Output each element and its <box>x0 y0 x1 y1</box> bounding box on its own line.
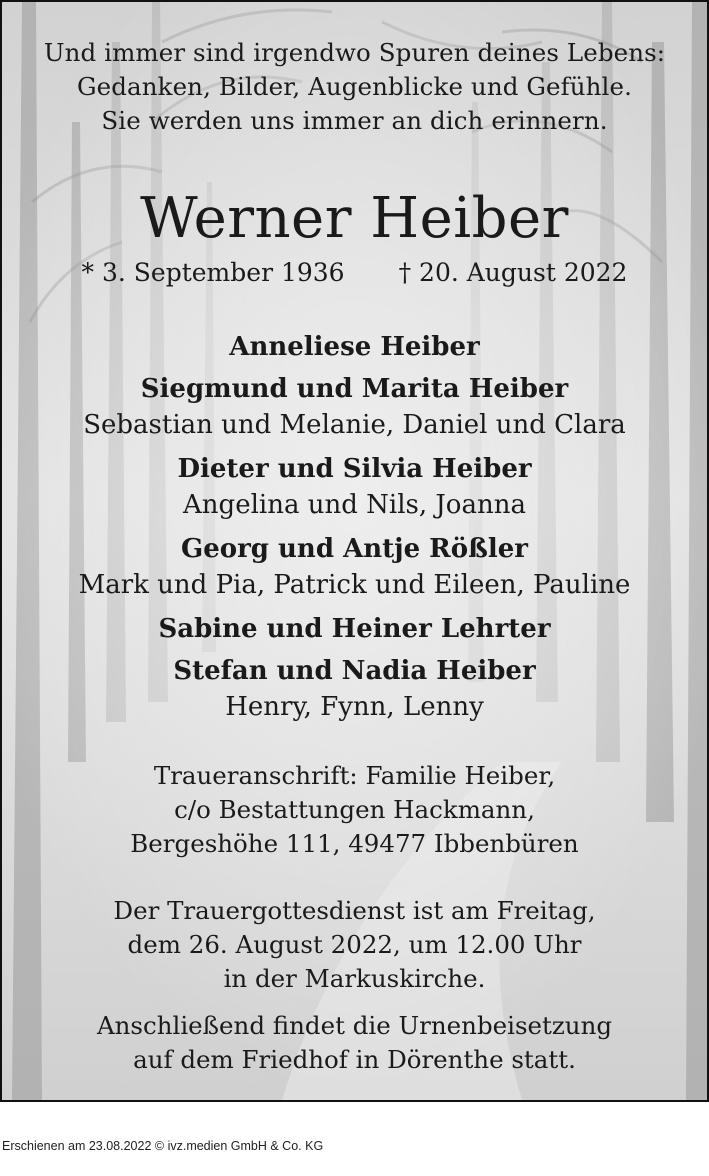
deceased-name: Werner Heiber <box>140 186 569 251</box>
burial-line-1: Anschließend findet die Urnenbeisetzung <box>96 1011 613 1040</box>
mourner-line: Angelina und Nils, Joanna <box>183 490 526 520</box>
notice-content <box>2 2 707 1100</box>
poem-line-1: Und immer sind irgendwo Spuren deines Lebens: <box>43 38 666 67</box>
mourner-line: Sabine und Heiner Lehrter <box>158 614 551 644</box>
mourner-line: Stefan und Nadia Heiber <box>173 656 536 686</box>
burial-line-2: auf dem Friedhof in Dörenthe statt. <box>133 1045 576 1074</box>
poem-line-2: Gedanken, Bilder, Augenblicke und Gefühle. <box>77 72 632 101</box>
publication-footer: Erschienen am 23.08.2022 © ivz.medien GmbH & Co. KG <box>2 1139 324 1153</box>
life-dates <box>2 258 707 287</box>
mourner-line: Henry, Fynn, Lenny <box>225 692 484 722</box>
mourner-line: Sebastian und Melanie, Daniel und Clara <box>83 410 626 440</box>
address-line-1: Traueranschrift: Familie Heiber, <box>153 761 556 790</box>
address-line-2: c/o Bestattungen Hackmann, <box>174 795 535 824</box>
poem-line-3: Sie werden uns immer an dich erinnern. <box>101 106 608 135</box>
service-line-2: dem 26. August 2022, um 12.00 Uhr <box>127 930 582 959</box>
mourner-line: Dieter und Silvia Heiber <box>177 454 532 484</box>
mourner-line: Georg und Antje Rößler <box>181 534 528 564</box>
service-line-1: Der Trauergottesdienst ist am Freitag, <box>113 896 596 925</box>
address-line-3: Bergeshöhe 111, 49477 Ibbenbüren <box>130 829 579 858</box>
mourner-line: Anneliese Heiber <box>229 332 480 362</box>
mourner-line: Siegmund und Marita Heiber <box>140 374 569 404</box>
death-date: † 20. August 2022 <box>398 258 628 287</box>
mourner-line: Mark und Pia, Patrick und Eileen, Pauline <box>78 570 631 600</box>
service-line-3: in der Markuskirche. <box>223 964 486 993</box>
birth-date: * 3. September 1936 <box>81 258 345 287</box>
